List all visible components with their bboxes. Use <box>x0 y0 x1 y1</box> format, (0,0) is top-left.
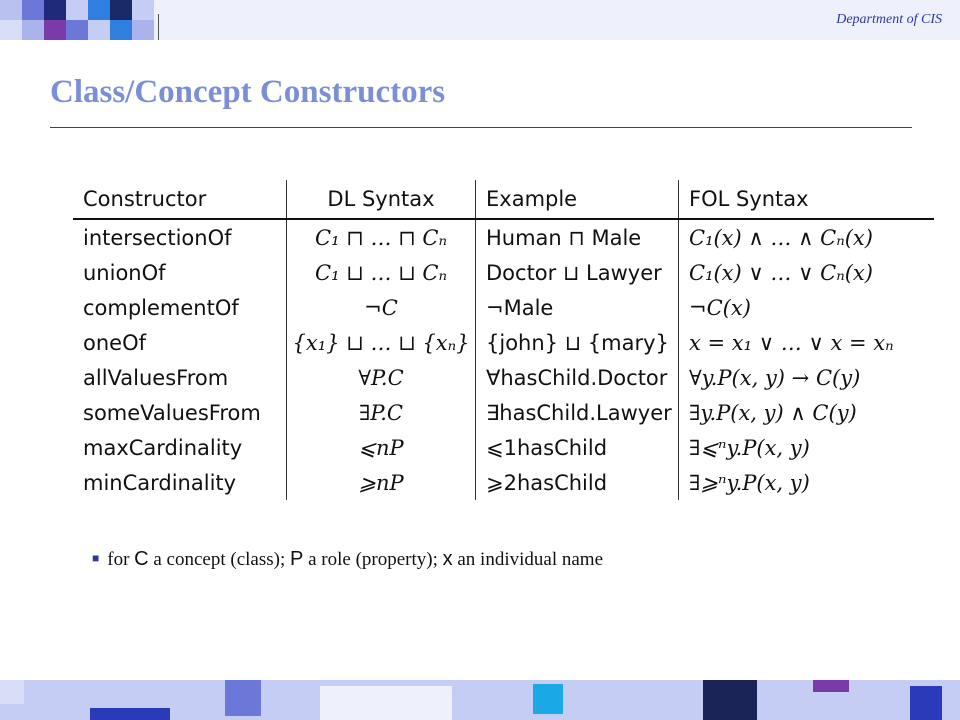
example-cell: ∃hasChild.Lawyer <box>476 395 679 430</box>
table-row <box>73 360 934 395</box>
table-header-row <box>73 180 934 219</box>
column-header: Example <box>476 180 679 219</box>
table-row <box>73 290 934 325</box>
example-cell: {john} ⊔ {mary} <box>476 325 679 360</box>
column-header: Constructor <box>73 180 287 219</box>
note-c-symbol: C <box>134 548 149 570</box>
fol-syntax-cell: C₁(x) ∧ … ∧ Cₙ(x) <box>679 219 935 255</box>
constructor-cell: intersectionOf <box>83 225 232 250</box>
dl-syntax-cell: {x₁} ⊔ … ⊔ {xₙ} <box>287 325 476 360</box>
note-x-text: an individual name <box>457 549 604 570</box>
dl-syntax-cell: C₁ ⊓ … ⊓ Cₙ <box>287 219 476 255</box>
bullet-square-icon: ■ <box>92 551 100 565</box>
department-label: Department of CIS <box>836 12 942 27</box>
fol-syntax-cell: ∃⩾ⁿy.P(x, y) <box>679 465 935 500</box>
fol-syntax-cell: ∃⩽ⁿy.P(x, y) <box>679 430 935 465</box>
slide-title: Class/Concept Constructors <box>50 74 446 110</box>
fol-syntax-cell: ∀y.P(x, y) → C(y) <box>679 360 935 395</box>
dl-syntax-cell: ¬C <box>287 290 476 325</box>
constructor-cell: oneOf <box>83 330 146 355</box>
example-cell: ⩾2hasChild <box>476 465 679 500</box>
constructor-cell: maxCardinality <box>83 435 243 460</box>
example-cell: Human ⊓ Male <box>476 219 679 255</box>
example-cell: ⩽1hasChild <box>476 430 679 465</box>
note-p-text: a role (property); <box>308 549 438 570</box>
constructors-table <box>73 180 934 500</box>
table-row <box>73 325 934 360</box>
note-p-symbol: P <box>290 548 304 570</box>
dl-syntax-cell: C₁ ⊔ … ⊔ Cₙ <box>287 255 476 290</box>
fol-syntax-cell: ¬C(x) <box>679 290 935 325</box>
dl-syntax-cell: ∃P.C <box>287 395 476 430</box>
fol-syntax-cell: C₁(x) ∨ … ∨ Cₙ(x) <box>679 255 935 290</box>
table-row <box>73 255 934 290</box>
note-c-text: a concept (class); <box>153 549 286 570</box>
dl-syntax-cell: ⩽nP <box>287 430 476 465</box>
column-header: DL Syntax <box>287 180 476 219</box>
fol-syntax-cell: x = x₁ ∨ … ∨ x = xₙ <box>679 325 935 360</box>
column-header: FOL Syntax <box>679 180 935 219</box>
example-cell: Doctor ⊔ Lawyer <box>476 255 679 290</box>
footnote-bullet <box>92 548 603 571</box>
example-cell: ∀hasChild.Doctor <box>476 360 679 395</box>
constructor-cell: unionOf <box>83 260 166 285</box>
constructor-cell: allValuesFrom <box>83 365 229 390</box>
title-divider <box>50 127 912 128</box>
table-row <box>73 395 934 430</box>
dl-syntax-cell: ∀P.C <box>287 360 476 395</box>
fol-syntax-cell: ∃y.P(x, y) ∧ C(y) <box>679 395 935 430</box>
table-row <box>73 430 934 465</box>
note-prefix: for <box>107 549 130 570</box>
constructor-cell: minCardinality <box>83 470 237 495</box>
table-row <box>73 465 934 500</box>
table-row <box>73 219 934 255</box>
dl-syntax-cell: ⩾nP <box>287 465 476 500</box>
example-cell: ¬Male <box>476 290 679 325</box>
constructor-cell: someValuesFrom <box>83 400 261 425</box>
constructor-cell: complementOf <box>83 295 239 320</box>
note-x-symbol: x <box>442 548 453 570</box>
